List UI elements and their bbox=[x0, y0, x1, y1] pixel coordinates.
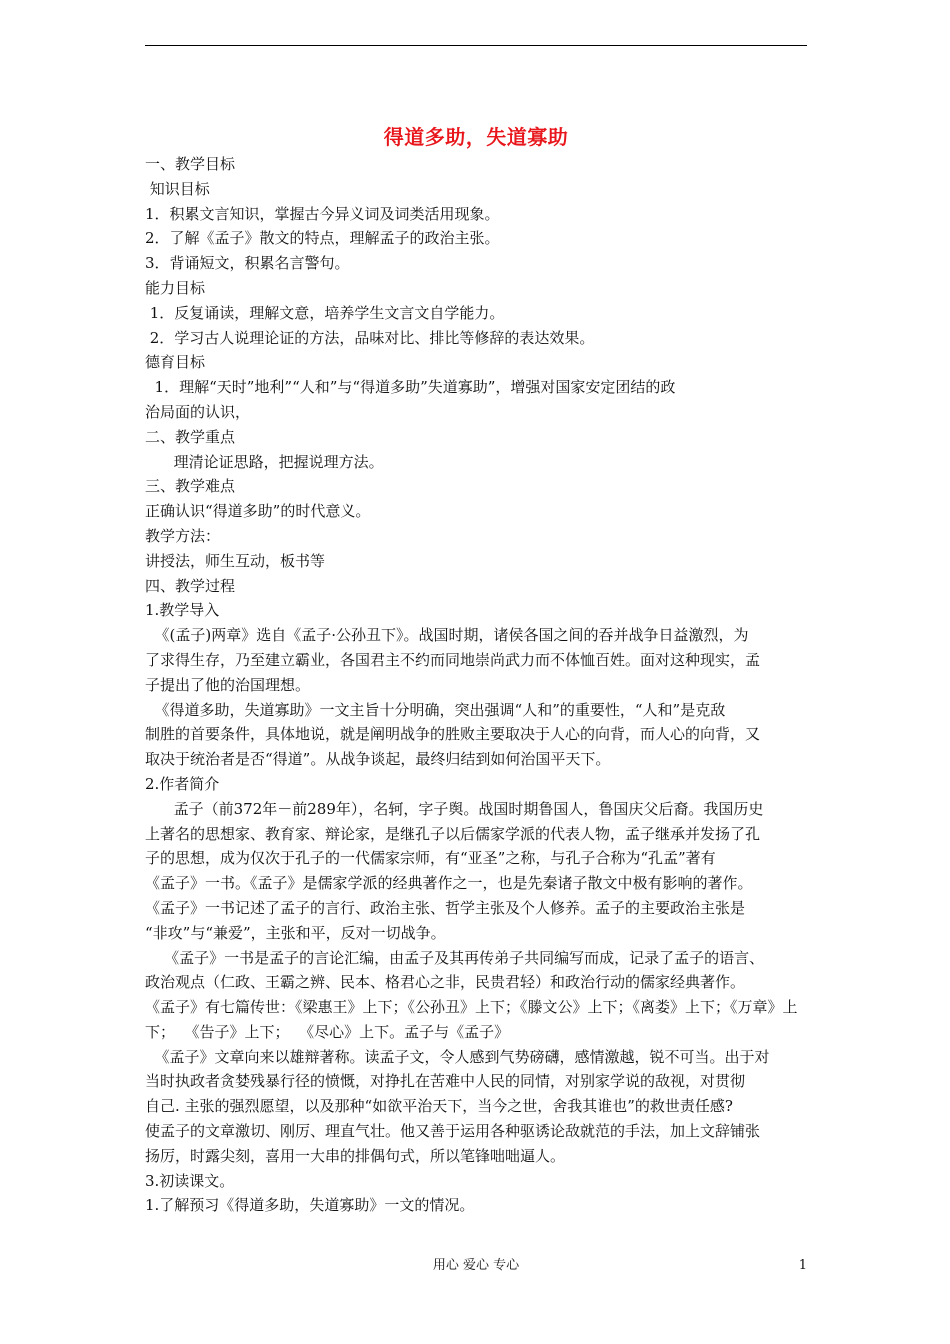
body-line: 能力目标 bbox=[145, 278, 206, 297]
body-line: 一、教学目标 bbox=[145, 155, 236, 173]
header-rule bbox=[145, 45, 807, 46]
body-line: 《孟子》一书是孟子的言论汇编，由孟子及其再传弟子共同编写而成，记录了孟子的语言、 bbox=[145, 948, 765, 967]
body-line: 上著名的思想家、教育家、辩论家，是继孔子以后儒家学派的代表人物，孟子继承并发扬了孔 bbox=[145, 824, 761, 843]
body-line: 1．积累文言知识，掌握古今异义词及词类活用现象。 bbox=[145, 204, 500, 223]
body-line: 1．反复诵读，理解文意，培养学生文言文自学能力。 bbox=[145, 303, 505, 322]
body-line: 教学方法： bbox=[145, 526, 221, 545]
body-line: 正确认识“得道多助”的时代意义。 bbox=[145, 502, 371, 521]
body-line: 制胜的首要条件，具体地说，就是阐明战争的胜败主要取决于人心的向背，而人心的向背，又 bbox=[145, 725, 761, 744]
body-line: 《孟子》一书。《孟子》是儒家学派的经典著作之一，也是先秦诸子散文中极有影响的著作。 bbox=[145, 874, 753, 893]
body-line: 扬厉，时露尖刻，喜用一大串的排偶句式，所以笔锋咄咄逼人。 bbox=[145, 1146, 566, 1165]
body-line: 了求得生存，乃至建立霸业，各国君主不约而同地崇尚武力而不体恤百姓。面对这种现实，孟 bbox=[145, 650, 761, 669]
body-line: 四、教学过程 bbox=[145, 576, 236, 595]
body-line: 德育目标 bbox=[145, 353, 206, 372]
footer-motto: 用心 爱心 专心 bbox=[432, 1258, 520, 1273]
body-line: 讲授法，师生互动，板书等 bbox=[145, 551, 326, 570]
body-line: 治局面的认识， bbox=[145, 402, 251, 421]
document-title: 得道多助，失道寡助 bbox=[383, 125, 569, 149]
body-line: 下； 《告子》上下； 《尽心》上下。孟子与《孟子》 bbox=[145, 1022, 510, 1041]
body-line: 2．了解《孟子》散文的特点，理解孟子的政治主张。 bbox=[145, 229, 500, 248]
body-line: 3．背诵短文，积累名言警句。 bbox=[145, 254, 350, 273]
document-body bbox=[145, 152, 809, 1218]
body-line: 子的思想，成为仅次于孔子的一代儒家宗师，有“亚圣”之称，与孔子合称为“孔孟”著有 bbox=[145, 849, 716, 868]
body-line: 《孟子》一书记述了孟子的言行、政治主张、哲学主张及个人修养。孟子的主要政治主张是 bbox=[145, 898, 746, 917]
body-line: 2．学习古人说理论证的方法，品味对比、排比等修辞的表达效果。 bbox=[145, 328, 595, 347]
body-line: 三、教学难点 bbox=[145, 477, 236, 496]
body-line: 知识目标 bbox=[145, 179, 210, 198]
body-line: 2.作者简介 bbox=[145, 774, 220, 793]
page-number: 1 bbox=[798, 1258, 807, 1273]
body-line: 《(孟子)两章》选自《孟子·公孙丑下》。战国时期，诸侯各国之间的吞并战争日益激烈，为 bbox=[145, 626, 749, 645]
body-line: 3.初读课文。 bbox=[145, 1171, 235, 1190]
body-line: 《孟子》有七篇传世：《梁惠王》上下；《公孙丑》上下；《滕文公》上下；《离娄》上下；《万章》上 bbox=[145, 998, 798, 1017]
body-line: 《孟子》文章向来以雄辩著称。读孟子文，令人感到气势磅礴，感情激越，锐不可当。出于对 bbox=[145, 1047, 770, 1066]
body-line: 子提出了他的治国理想。 bbox=[145, 675, 311, 694]
body-line: 政治观点（仁政、王霸之辨、民本、格君心之非，民贵君轻）和政治行动的儒家经典著作。 bbox=[145, 973, 746, 992]
body-line: 当时执政者贪婪残暴行径的愤慨，对挣扎在苦难中人民的同情，对别家学说的敌视，对贯彻 bbox=[145, 1072, 746, 1091]
body-line: 1.了解预习《得道多助，失道寡助》一文的情况。 bbox=[145, 1196, 475, 1215]
body-line: 使孟子的文章激切、刚厉、理直气壮。他又善于运用各种驱诱论敌就范的手法，加上文辞铺张 bbox=[145, 1122, 761, 1141]
body-line: 理清论证思路，把握说理方法。 bbox=[145, 452, 384, 471]
body-line: 孟子（前372年－前289年），名轲，字子舆。战国时期鲁国人，鲁国庆父后裔。我国历史 bbox=[145, 799, 764, 818]
body-line: 1．理解“天时”地利”“人和”与“得道多助”失道寡助”，增强对国家安定团结的政 bbox=[145, 378, 676, 397]
body-line: “非攻”与“兼爱”，主张和平，反对一切战争。 bbox=[145, 923, 446, 942]
body-line: 《得道多助，失道寡助》一文主旨十分明确，突出强调“人和”的重要性，“人和”是克敌 bbox=[145, 700, 726, 719]
body-line: 二、教学重点 bbox=[145, 427, 236, 446]
body-line: 1.教学导入 bbox=[145, 601, 220, 620]
body-line: 自己. 主张的强烈愿望，以及那种“如欲平治天下，当今之世，舍我其谁也”的救世责任感? bbox=[145, 1097, 733, 1116]
body-line: 取决于统治者是否“得道”。从战争谈起，最终归结到如何治国平天下。 bbox=[145, 750, 611, 769]
